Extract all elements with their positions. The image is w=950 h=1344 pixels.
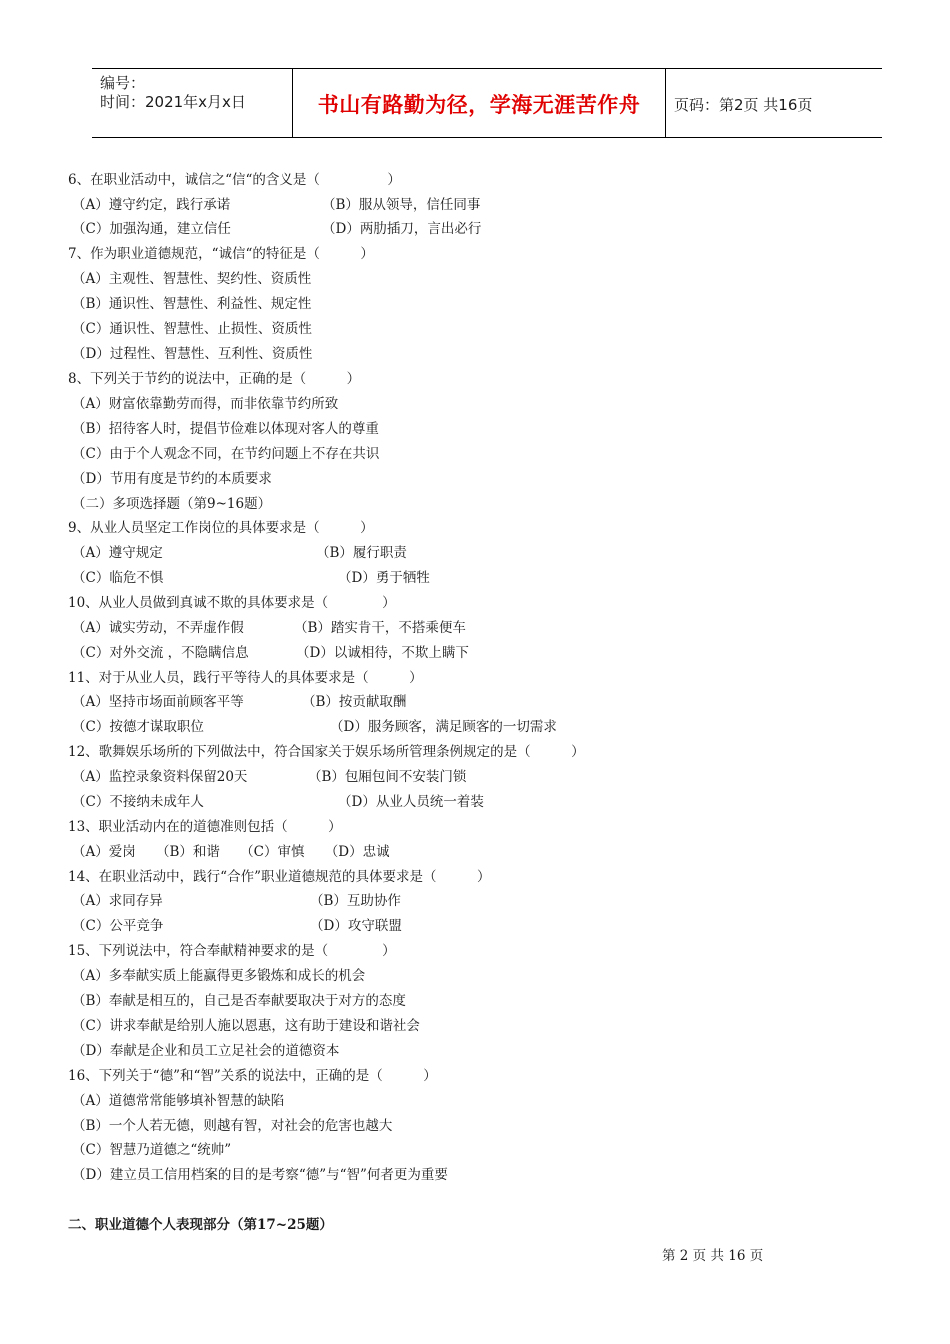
question-6-option-a: （A）遵守约定，践行承诺 (72, 197, 231, 213)
question-15-option-c: （C）讲求奉献是给别人施以恩惠，这有助于建设和谐社会 (72, 1018, 420, 1034)
page-header-table (92, 68, 882, 138)
question-14-option-d: （D）攻守联盟 (310, 918, 402, 934)
document-number-label: 编号： (100, 74, 146, 92)
question-8-option-c: （C）由于个人观念不同，在节约问题上不存在共识 (72, 446, 380, 462)
question-7-option-b: （B）通识性、智慧性、利益性、规定性 (72, 296, 312, 312)
question-14-stem: 14、在职业活动中，践行“合作”职业道德规范的具体要求是（ ） (68, 869, 491, 885)
question-12-option-b: （B）包厢包间不安装门锁 (308, 769, 467, 785)
question-10-option-d: （D）以诚相待，不欺上瞒下 (296, 645, 469, 661)
question-16-option-a: （A）道德常常能够填补智慧的缺陷 (72, 1093, 285, 1109)
question-11-option-b: （B）按贡献取酬 (302, 694, 407, 710)
question-16-option-c: （C）智慧乃道德之“统帅” (72, 1142, 232, 1158)
question-10-option-c: （C）对外交流 ，不隐瞒信息 (72, 645, 249, 661)
question-12-option-a: （A）监控录象资料保留20天 (72, 769, 248, 785)
motto-text: 书山有路勤为径，学海无涯苦作舟 (317, 93, 641, 117)
question-15-option-d: （D）奉献是企业和员工立足社会的道德资本 (72, 1043, 340, 1059)
multi-choice-section-heading: （二）多项选择题（第9~16题） (72, 496, 272, 512)
question-10-stem: 10、从业人员做到真诚不欺的具体要求是（ ） (68, 595, 396, 611)
question-13-options: （A）爱岗 （B）和谐 （C）审慎 （D）忠诚 (72, 844, 390, 860)
header-page-number: 页码：第2页 共16页 (674, 96, 813, 114)
question-14-option-b: （B）互助协作 (310, 893, 401, 909)
question-8-stem: 8、下列关于节约的说法中，正确的是（ ） (68, 371, 361, 387)
header-info-cell (92, 69, 293, 137)
question-13-stem: 13、职业活动内在的道德准则包括（ ） (68, 819, 342, 835)
question-6-option-d: （D）两肋插刀，言出必行 (322, 221, 482, 237)
question-10-option-a: （A）诚实劳动，不弄虚作假 (72, 620, 244, 636)
question-7-option-c: （C）通识性、智慧性、止损性、资质性 (72, 321, 312, 337)
question-16-option-d: （D）建立员工信用档案的目的是考察“德”与“智”何者更为重要 (72, 1167, 448, 1183)
question-11-stem: 11、对于从业人员，践行平等待人的具体要求是（ ） (68, 670, 423, 686)
question-15-option-b: （B）奉献是相互的，自己是否奉献要取决于对方的态度 (72, 993, 406, 1009)
question-9-option-c: （C）临危不惧 (72, 570, 164, 586)
question-14-option-c: （C）公平竞争 (72, 918, 164, 934)
question-9-option-d: （D）勇于牺牲 (338, 570, 430, 586)
question-12-option-c: （C）不接纳未成年人 (72, 794, 204, 810)
question-8-option-d: （D）节用有度是节约的本质要求 (72, 471, 272, 487)
question-6-stem: 6、在职业活动中，诚信之“信“的含义是（ ） (68, 172, 401, 188)
question-16-option-b: （B）一个人若无德，则越有智，对社会的危害也越大 (72, 1118, 393, 1134)
question-7-option-d: （D）过程性、智慧性、互利性、资质性 (72, 346, 313, 362)
question-14-option-a: （A）求同存异 (72, 893, 163, 909)
question-6-option-b: （B）服从领导，信任同事 (322, 197, 481, 213)
question-15-option-a: （A）多奉献实质上能赢得更多锻炼和成长的机会 (72, 968, 366, 984)
question-9-option-b: （B）履行职责 (316, 545, 407, 561)
question-7-option-a: （A）主观性、智慧性、契约性、资质性 (72, 271, 312, 287)
question-12-option-d: （D）从业人员统一着装 (338, 794, 484, 810)
question-7-stem: 7、作为职业道德规范，“诚信“的特征是（ ） (68, 246, 374, 262)
header-page-cell (666, 69, 882, 137)
question-8-option-b: （B）招待客人时，提倡节俭难以体现对客人的尊重 (72, 421, 379, 437)
question-9-option-a: （A）遵守规定 (72, 545, 163, 561)
question-11-option-c: （C）按德才谋取职位 (72, 719, 204, 735)
footer-page-number: 第 2 页 共 16 页 (662, 1248, 764, 1264)
question-16-stem: 16、下列关于“德”和“智”关系的说法中，正确的是（ ） (68, 1068, 437, 1084)
question-11-option-d: （D）服务顾客，满足顾客的一切需求 (330, 719, 557, 735)
question-6-option-c: （C）加强沟通，建立信任 (72, 221, 231, 237)
question-15-stem: 15、下列说法中，符合奉献精神要求的是（ ） (68, 943, 396, 959)
section-two-heading: 二、职业道德个人表现部分（第17~25题） (68, 1217, 333, 1233)
question-10-option-b: （B）踏实肯干，不搭乘便车 (294, 620, 466, 636)
question-9-stem: 9、从业人员坚定工作岗位的具体要求是（ ） (68, 520, 374, 536)
question-11-option-a: （A）坚持市场面前顾客平等 (72, 694, 244, 710)
header-motto-cell (293, 69, 666, 137)
document-time-label: 时间：2021年x月x日 (100, 93, 246, 111)
question-12-stem: 12、歌舞娱乐场所的下列做法中，符合国家关于娱乐场所管理条例规定的是（ ） (68, 744, 585, 760)
question-8-option-a: （A）财富依靠勤劳而得，而非依靠节约所致 (72, 396, 339, 412)
